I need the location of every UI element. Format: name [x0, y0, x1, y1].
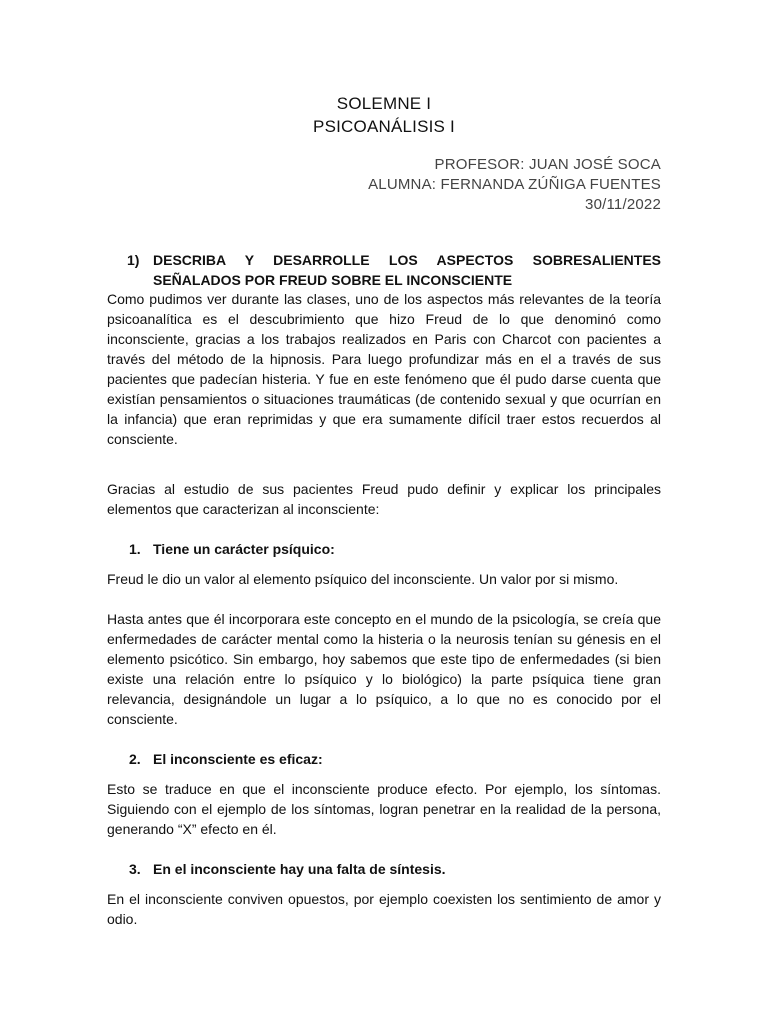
section-1-paragraph-1: Freud le dio un valor al elemento psíquico del inconsciente. Un valor por si mismo. [107, 571, 619, 587]
section-1-title: Tiene un carácter psíquico: [153, 541, 335, 557]
section-2-title: El inconsciente es eficaz: [153, 751, 323, 767]
section-3-heading [129, 859, 446, 879]
section-1-number: 1. [129, 541, 141, 557]
intro-paragraph-2: Gracias al estudio de sus pacientes Freud pudo definir y explicar los principales elementos que caracterizan al inconsciente: [107, 481, 661, 517]
professor-line: PROFESOR: JUAN JOSÉ SOCA [434, 156, 661, 173]
question-number: 1) [127, 252, 140, 268]
date-line: 30/11/2022 [585, 196, 661, 213]
intro-paragraph-1: Como pudimos ver durante las clases, uno de los aspectos más relevantes de la teoría psicoanalítica es el descubrimiento que hizo Freud de lo que denominó como inconsciente, gracias a los trabajos realizados en Paris con Charcot con pacientes a través del método de la hipnosis. Para luego profundizar más en el a través de sus pacientes que padecían histeria. Y fue en este fenómeno que él pudo darse cuenta que existían pensamientos o situaciones traumáticas (de contenido sexual y que ocurrían en la infancia) que eran reprimidas y que era sumamente difícil traer estos recuerdos al consciente. [107, 291, 661, 447]
section-2-number: 2. [129, 751, 141, 767]
question-heading [127, 250, 661, 290]
section-2-paragraph-1: Esto se traduce en que el inconsciente produce efecto. Por ejemplo, los síntomas. Siguiendo con el ejemplo de los síntomas, logran penetrar en la realidad de la persona, generando “X” efecto en él. [107, 781, 661, 837]
question-text: DESCRIBA Y DESARROLLE LOS ASPECTOS SOBRESALIENTES SEÑALADOS POR FREUD SOBRE EL INCONSCIENTE [153, 252, 661, 288]
document-title [107, 92, 661, 138]
section-1-heading [129, 539, 335, 559]
section-3-paragraph-1: En el inconsciente conviven opuestos, por ejemplo coexisten los sentimiento de amor y odio. [107, 891, 661, 927]
section-1-paragraph-2: Hasta antes que él incorporara este concepto en el mundo de la psicología, se creía que enfermedades de carácter mental como la histeria o la neurosis tenían su génesis en el elemento psicótico. Sin embargo, hoy sabemos que este tipo de enfermedades (si bien existe una relación entre lo psíquico y lo biológico) la parte psíquica tiene gran relevancia, designándole un lugar a lo psíquico, a lo que no es conocido por el consciente. [107, 611, 661, 727]
title-line-1: SOLEMNE I [336, 94, 432, 113]
document-meta [107, 155, 661, 215]
title-line-2: PSICOANÁLISIS I [313, 117, 455, 136]
section-2-heading [129, 749, 323, 769]
section-3-title: En el inconsciente hay una falta de síntesis. [153, 861, 446, 877]
document-page [107, 0, 661, 1024]
student-line: ALUMNA: FERNANDA ZÚÑIGA FUENTES [368, 176, 661, 193]
section-3-number: 3. [129, 861, 141, 877]
